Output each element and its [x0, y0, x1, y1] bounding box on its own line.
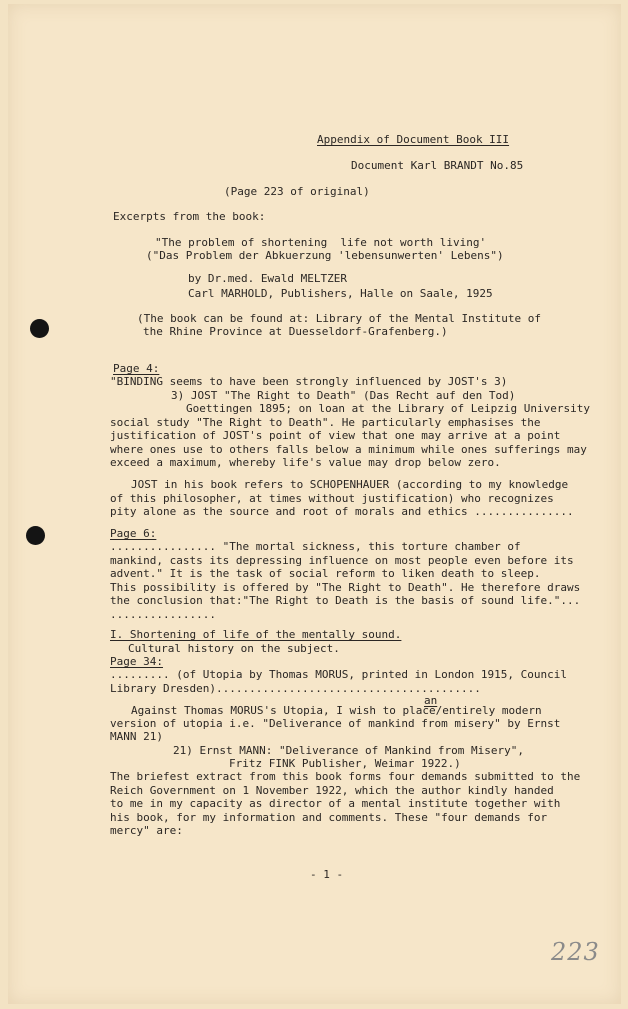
footnote-21-line-1: 21) Ernst MANN: "Deliverance of Mankind from Misery",: [173, 744, 524, 757]
page34-line: ......... (of Utopia by Thomas MORUS, printed in London 1915, Council: [110, 668, 567, 681]
page34-line: Library Dresden)........................................: [110, 682, 481, 695]
book-publisher: Carl MARHOLD, Publishers, Halle on Saale, 1925: [188, 287, 493, 300]
section-heading: I. Shortening of life of the mentally sound.: [110, 628, 402, 641]
page6-line: mankind, casts its depressing influence on most people even before its: [110, 554, 574, 567]
document-number: Document Karl BRANDT No.85: [351, 159, 524, 172]
page6-line: ................: [110, 608, 216, 621]
page-reference: (Page 223 of original): [224, 185, 370, 198]
demands-line: Reich Government on 1 November 1922, which the author kindly handed: [110, 784, 554, 797]
section-subheading: Cultural history on the subject.: [128, 642, 340, 655]
page4-line: justification of JOST's point of view that one may arrive at a point: [110, 429, 561, 442]
page4-line: Goettingen 1895; on loan at the Library of Leipzig University: [186, 402, 590, 415]
footnote-21-line-2: Fritz FINK Publisher, Weimar 1922.): [229, 757, 461, 770]
demands-line: The briefest extract from this book forms four demands submitted to the: [110, 770, 581, 783]
demands-line: his book, for my information and comments. These "four demands for: [110, 811, 548, 824]
page4-para2-line: JOST in his book refers to SCHOPENHAUER (according to my knowledge: [131, 478, 569, 491]
demands-line: mercy" are:: [110, 824, 183, 837]
page4-para2-line: of this philosopher, at times without justification) who recognizes: [110, 492, 554, 505]
excerpts-label: Excerpts from the book:: [113, 210, 266, 223]
page6-label: Page 6:: [110, 527, 157, 540]
appendix-title: Appendix of Document Book III: [317, 133, 510, 146]
page34-label: Page 34:: [110, 655, 163, 668]
handwritten-page-number: 223: [551, 938, 600, 966]
page6-line: ................ "The mortal sickness, this torture chamber of: [110, 540, 521, 553]
morus-line: version of utopia i.e. "Deliverance of mankind from misery" by Ernst: [110, 717, 561, 730]
book-title-en: "The problem of shortening life not worth living': [155, 236, 487, 249]
page4-line: social study "The Right to Death". He particularly emphasises the: [110, 416, 541, 429]
book-title-de: ("Das Problem der Abkuerzung 'lebensunwerten' Lebens"): [146, 249, 504, 262]
page4-line: exceed a maximum, whereby life's value may drop below zero.: [110, 456, 501, 469]
punch-hole-bottom: [26, 526, 45, 545]
page6-line: advent." It is the task of social reform to liken death to sleep.: [110, 567, 541, 580]
page-number: - 1 -: [310, 868, 344, 881]
library-note-1: (The book can be found at: Library of the Mental Institute of: [137, 312, 541, 325]
page6-line: the conclusion that:"The Right to Death is the basis of sound life."...: [110, 594, 581, 607]
morus-line: Against Thomas MORUS's Utopia, I wish to place/entirely modern: [131, 704, 542, 717]
page4-line: where ones use to others falls below a minimum while ones sufferings may: [110, 443, 587, 456]
demands-line: to me in my capacity as director of a mental institute together with: [110, 797, 561, 810]
page4-line: 3) JOST "The Right to Death" (Das Recht auf den Tod): [171, 389, 516, 402]
punch-hole-top: [30, 319, 49, 338]
page4-line: "BINDING seems to have been strongly influenced by JOST's 3): [110, 375, 508, 388]
morus-line: MANN 21): [110, 730, 163, 743]
handwritten-an: an: [424, 694, 438, 707]
page6-line: This possibility is offered by "The Right to Death". He therefore draws: [110, 581, 581, 594]
page4-label: Page 4:: [113, 362, 160, 375]
library-note-2: the Rhine Province at Duesseldorf-Grafenberg.): [143, 325, 448, 338]
page4-para2-line: pity alone as the source and root of morals and ethics ...............: [110, 505, 574, 518]
book-author: by Dr.med. Ewald MELTZER: [188, 272, 347, 285]
